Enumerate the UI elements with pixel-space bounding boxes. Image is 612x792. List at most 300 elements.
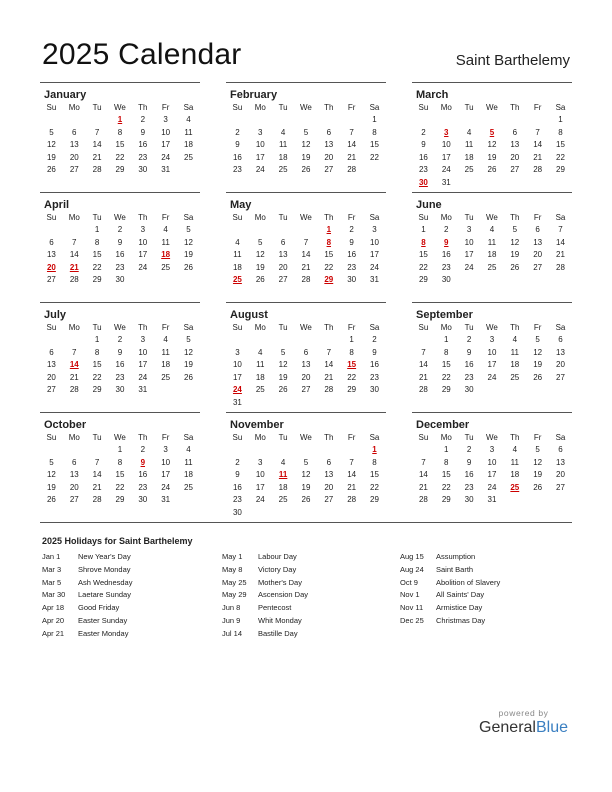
holiday-date: Jul 14 [222,628,243,638]
holiday-name: Good Friday [78,603,120,613]
calendar-day: 31 [441,177,451,187]
calendar-day: 9 [466,457,472,467]
holiday-name: Ash Wednesday [78,577,133,587]
week-row [40,457,200,470]
calendar-day: 8 [349,347,354,357]
calendar-day: 7 [421,457,426,467]
calendar-day: 9 [117,237,123,247]
calendar-day: 15 [92,360,102,370]
empty-day [295,397,318,410]
calendar-day: 13 [324,140,334,150]
holiday-date: Jun 8 [222,603,241,613]
week-row [40,372,200,385]
calendar-day: 26 [533,372,543,382]
empty-day [226,334,249,347]
calendar-day: 17 [138,250,148,260]
calendar-day: 28 [92,495,102,505]
weekday-label: Sa [369,433,380,442]
calendar-day: 10 [232,360,242,370]
calendar-day: 10 [138,347,148,357]
weekday-label: Th [138,323,148,332]
calendar-day: 14 [69,250,79,260]
empty-day [131,274,154,287]
calendar-day: 25 [184,152,193,162]
holiday-item [400,577,500,590]
calendar-day: 21 [347,152,357,162]
month-row [40,302,572,410]
holiday-item [222,615,308,628]
weekday-label: We [114,433,126,442]
calendar-day: 20 [324,152,334,162]
calendar-day: 21 [301,262,311,272]
calendar-day: 2 [117,335,123,344]
calendar-day: 20 [510,152,520,162]
weekday-label: Mo [68,103,80,112]
calendar-day: 17 [441,152,451,162]
calendar-day: 13 [324,470,334,480]
calendar-day: 20 [69,482,79,492]
empty-day [340,507,363,520]
calendar-day: 28 [301,275,311,285]
calendar-day: 24 [161,152,171,162]
month-july [40,302,200,410]
calendar-day: 25 [184,482,193,492]
calendar-day: 30 [370,385,379,395]
weekday-label: Fr [533,213,542,222]
week-row [40,127,200,140]
calendar-day: 18 [184,470,193,480]
calendar-day: 31 [138,385,148,395]
weekday-label: Su [232,433,243,442]
week-row [412,457,572,470]
calendar-day: 5 [535,445,540,454]
empty-day [40,444,63,457]
calendar-day: 9 [466,347,472,357]
calendar-day: 22 [556,152,565,162]
calendar-day: 21 [324,372,334,382]
empty-day [458,177,481,190]
calendar-day: 27 [278,275,288,285]
weekday-label: Sa [555,213,566,222]
calendar-day: 21 [556,250,565,260]
calendar-day: 24 [441,165,451,175]
calendar-day: 3 [140,225,146,234]
calendar-day: 6 [512,127,518,137]
empty-day [154,384,177,397]
month-september [412,302,572,410]
calendar-day: 19 [487,152,497,162]
calendar-day: 26 [301,165,311,175]
calendar-day: 23 [138,152,148,162]
calendar-day: 17 [487,360,497,370]
weekday-label: Mo [440,433,452,442]
calendar-day: 10 [441,140,451,150]
calendar-day: 15 [441,360,451,370]
calendar-day: 17 [487,470,497,480]
empty-day [249,224,272,237]
calendar-day: 13 [556,457,565,467]
calendar-day: 5 [535,335,540,344]
calendar-day: 17 [255,152,265,162]
holiday-date: Apr 20 [42,615,65,625]
calendar-day: 12 [533,457,543,467]
calendar-day: 14 [418,360,428,370]
calendar-day: 31 [161,165,171,175]
calendar-day: 30 [138,165,148,175]
month-row [40,82,572,190]
empty-day [412,444,435,457]
calendar-day: 26 [533,482,543,492]
weekday-label: Su [232,323,243,332]
holiday-date: Mar 5 [42,577,62,587]
weekday-label: Su [418,103,429,112]
month-name: April [44,199,70,211]
empty-day [340,397,363,410]
holiday-item [400,589,500,602]
calendar-day: 6 [49,347,54,357]
month-february [226,82,386,190]
empty-day [63,224,86,237]
empty-day [317,507,340,520]
week-row [226,139,386,152]
calendar-day: 24 [161,482,171,492]
calendar-day: 11 [184,127,193,137]
calendar-day: 1 [94,335,100,344]
empty-day [177,274,200,287]
calendar-day: 8 [117,127,123,137]
calendar-day: 5 [186,335,191,344]
calendar-day: 4 [280,457,286,467]
week-row [40,164,200,177]
calendar-day: 20 [556,360,565,370]
empty-day [412,334,435,347]
empty-day [549,274,572,287]
calendar-day: 16 [347,250,357,260]
calendar-day: 5 [186,225,191,234]
weekday-label: We [486,213,498,222]
empty-day [363,164,386,177]
calendar-day: 24 [138,372,148,382]
empty-day [317,114,340,127]
empty-day [526,114,549,127]
calendar-day: 17 [255,482,265,492]
week-row [226,114,386,127]
calendar-day: 1 [421,225,426,234]
week-row [40,444,200,457]
weekday-label: Mo [254,213,266,222]
empty-day [481,114,504,127]
empty-day [503,177,526,190]
weekday-label: Th [510,323,520,332]
calendar-day: 11 [256,360,265,370]
week-row [40,224,200,237]
weekday-label: We [300,323,312,332]
calendar-day: 12 [301,470,311,480]
empty-day [249,114,272,127]
holiday-name: All Saints' Day [436,590,485,600]
calendar-day: 24 [464,262,474,272]
calendar-day: 18 [510,360,520,370]
calendar-day: 7 [349,127,354,137]
empty-day [503,494,526,507]
holiday-item [400,615,500,628]
week-row [40,237,200,250]
calendar-day: 28 [533,165,543,175]
weekday-label: Tu [464,213,474,222]
calendar-day: 2 [466,335,472,344]
holiday-name: Bastille Day [258,628,298,638]
calendar-day: 3 [372,225,377,234]
weekday-label: Tu [278,433,288,442]
holiday-day: 25 [232,275,242,285]
empty-day [317,334,340,347]
empty-day [458,274,481,287]
calendar-day: 29 [115,165,125,175]
empty-day [526,384,549,397]
empty-day [295,114,318,127]
month-name: October [44,419,87,431]
calendar-day: 15 [324,250,334,260]
calendar-day: 5 [280,347,286,357]
month-june [412,192,572,300]
empty-day [249,507,272,520]
calendar-day: 12 [510,237,520,247]
calendar-day: 8 [372,457,377,467]
calendar-day: 27 [324,165,334,175]
calendar-day: 21 [418,482,428,492]
holiday-item [222,577,308,590]
calendar-day: 14 [347,470,357,480]
holiday-name: Pentecost [258,603,292,613]
calendar-day: 4 [163,335,168,344]
empty-day [317,397,340,410]
calendar-day: 10 [464,237,474,247]
weekday-label: Tu [92,433,102,442]
week-row [412,127,572,140]
holiday-date: Nov 11 [400,603,424,613]
calendar-day: 11 [184,457,193,467]
calendar-day: 28 [92,165,102,175]
calendar-day: 31 [161,495,171,505]
calendar-day: 19 [46,482,56,492]
calendar-day: 28 [418,495,428,505]
weekday-header [226,212,386,224]
holiday-day: 18 [161,250,171,260]
weekday-label: We [114,323,126,332]
calendar-day: 18 [510,470,520,480]
calendar-day: 13 [46,250,56,260]
holiday-item [42,564,132,577]
weekday-label: Su [232,213,243,222]
week-row [226,334,386,347]
week-row [412,139,572,152]
empty-day [317,444,340,457]
calendar-day: 10 [487,347,497,357]
calendar-day: 1 [444,335,449,344]
calendar-day: 6 [49,237,54,247]
holiday-item [42,577,132,590]
calendar-day: 16 [464,360,474,370]
empty-day [63,114,86,127]
calendar-day: 31 [370,275,379,285]
calendar-day: 17 [464,250,474,260]
calendar-day: 1 [117,445,123,454]
calendar-day: 29 [370,495,379,505]
calendar-day: 6 [72,457,77,467]
empty-day [481,384,504,397]
brand-general: General [479,719,536,736]
calendar-day: 29 [441,495,451,505]
calendar-day: 21 [347,482,357,492]
calendar-day: 4 [186,445,191,454]
calendar-day: 20 [324,482,334,492]
calendar-day: 16 [115,250,125,260]
holiday-date: Mar 30 [42,590,66,600]
calendar-day: 21 [69,372,79,382]
week-row [226,164,386,177]
week-row [226,444,386,457]
weekday-label: Tu [92,213,102,222]
weekday-label: We [486,323,498,332]
calendar-day: 22 [324,262,334,272]
calendar-day: 14 [324,360,334,370]
calendar-day: 16 [370,360,379,370]
calendar-day: 20 [533,250,543,260]
page-title: 2025 Calendar [42,38,242,71]
holiday-column-3 [400,551,500,628]
calendar-day: 8 [94,237,100,247]
calendar-day: 12 [184,347,193,357]
holiday-item [222,589,308,602]
calendar-day: 12 [46,470,56,480]
calendar-day: 23 [370,372,379,382]
week-row [226,224,386,237]
holiday-item [400,551,500,564]
calendar-day: 2 [140,115,146,124]
calendar-day: 2 [140,445,146,454]
calendar-day: 13 [46,360,56,370]
calendar-day: 7 [72,347,77,357]
calendar-day: 23 [115,372,125,382]
holiday-item [222,628,308,641]
calendar-day: 14 [301,250,311,260]
empty-day [481,274,504,287]
holiday-date: Apr 18 [42,603,65,613]
week-row [226,384,386,397]
holiday-day: 1 [372,445,377,454]
calendar-day: 4 [186,115,191,124]
weekday-label: Su [46,103,57,112]
calendar-day: 24 [487,482,497,492]
holiday-name: New Year's Day [78,552,131,561]
calendar-day: 27 [324,495,334,505]
week-row [226,249,386,262]
calendar-day: 4 [512,445,518,454]
calendar-day: 25 [464,165,474,175]
calendar-day: 4 [512,335,518,344]
calendar-day: 4 [466,127,472,137]
week-row [226,274,386,287]
week-row [40,469,200,482]
calendar-day: 16 [232,152,242,162]
calendar-day: 25 [161,372,171,382]
calendar-day: 21 [92,482,102,492]
calendar-day: 30 [441,275,451,285]
calendar-day: 9 [235,140,240,150]
week-row [40,347,200,360]
calendar-day: 5 [49,457,54,467]
empty-day [272,114,295,127]
weekday-label: Su [418,323,429,332]
calendar-day: 3 [140,335,146,344]
calendar-day: 22 [370,482,379,492]
calendar-day: 16 [138,470,148,480]
calendar-day: 27 [510,165,520,175]
calendar-day: 29 [556,165,565,175]
calendar-day: 8 [117,457,123,467]
holiday-name: Saint Barth [436,564,474,574]
calendar-day: 25 [255,385,265,395]
calendar-day: 2 [235,457,240,467]
week-row [412,444,572,457]
powered-by-text: powered by [498,708,549,718]
empty-day [272,397,295,410]
calendar-day: 15 [370,470,379,480]
calendar-day: 1 [444,445,449,454]
calendar-day: 21 [533,152,543,162]
calendar-day: 13 [556,347,565,357]
weekday-label: Fr [533,323,542,332]
calendar-day: 10 [255,470,265,480]
calendar-day: 29 [418,275,428,285]
month-name: June [416,199,442,211]
calendar-day: 25 [278,165,288,175]
calendar-day: 5 [258,237,263,247]
weekday-label: Th [324,323,334,332]
weekday-label: Sa [555,323,566,332]
weekday-label: Sa [369,103,380,112]
holiday-day: 1 [326,225,332,234]
empty-day [295,444,318,457]
holiday-item [42,589,132,602]
calendar-day: 8 [444,457,449,467]
empty-day [177,164,200,177]
weekday-label: Th [324,213,334,222]
calendar-day: 2 [421,127,426,137]
holiday-item [222,551,308,564]
month-name: May [230,199,252,211]
calendar-day: 19 [184,250,193,260]
weekday-label: Mo [254,433,266,442]
calendar-day: 9 [421,140,426,150]
calendar-day: 27 [69,165,79,175]
holiday-day: 30 [418,177,428,187]
weekday-label: Th [510,213,520,222]
calendar-day: 20 [301,372,311,382]
calendar-day: 12 [301,140,311,150]
calendar-day: 21 [92,152,102,162]
calendar-day: 11 [161,237,170,247]
week-row [412,237,572,250]
calendar-day: 29 [347,385,357,395]
holiday-name: Mother's Day [258,577,302,587]
calendar-day: 14 [92,140,102,150]
empty-day [272,224,295,237]
calendar-day: 19 [533,360,543,370]
calendar-day: 22 [92,372,102,382]
weekday-label: Sa [183,103,194,112]
calendar-day: 11 [161,347,170,357]
